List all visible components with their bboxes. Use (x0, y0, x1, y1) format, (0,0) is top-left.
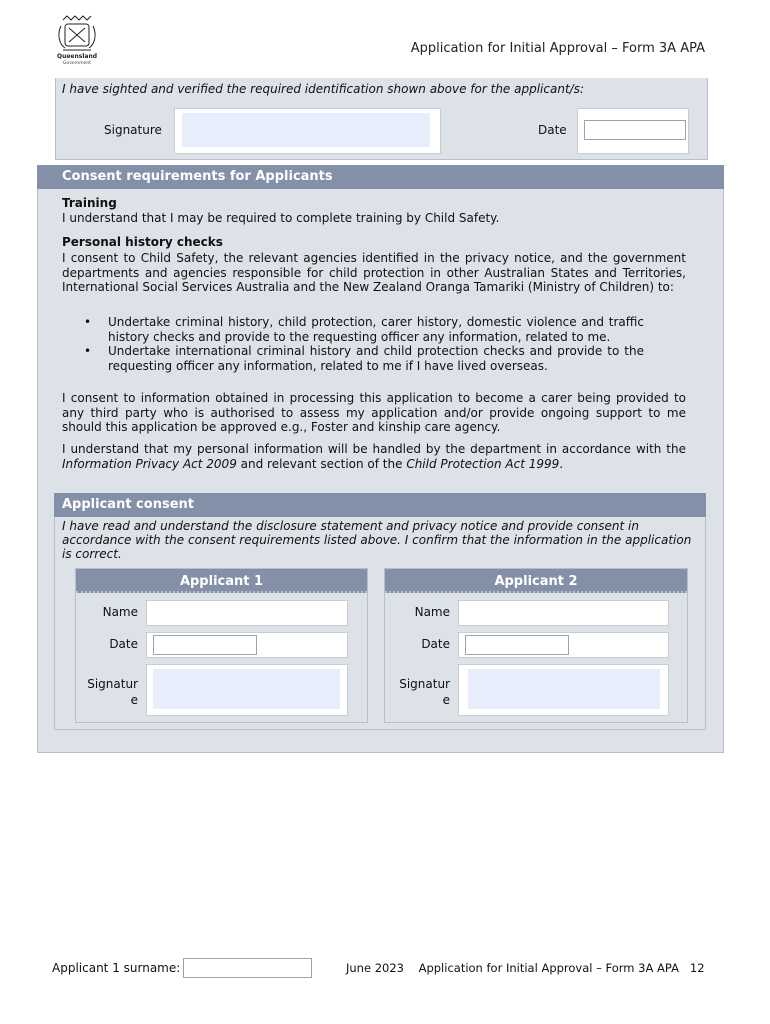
applicant-1-name-field[interactable] (146, 600, 348, 626)
applicant-consent-heading: Applicant consent (54, 493, 706, 517)
applicant-2-name-label: Name (414, 605, 450, 619)
training-heading: Training (62, 196, 117, 210)
bullet-icon: • (84, 315, 92, 329)
footer-form-title: Application for Initial Approval – Form 3A APA (418, 961, 679, 975)
consent-requirements-heading: Consent requirements for Applicants (37, 165, 724, 189)
verification-date-field[interactable] (584, 120, 686, 140)
verification-signature-field[interactable] (182, 113, 430, 147)
applicant-2-title: Applicant 2 (385, 569, 687, 593)
footer-date: June 2023 (346, 961, 404, 975)
page-number: 12 (689, 961, 705, 975)
bullet-icon: • (84, 344, 92, 358)
list-item: • Undertake criminal history, child protection, carer history, domestic violence and traffic history checks and provide to the requesting officer any information, related to me. (84, 315, 644, 344)
applicant-1-signature-label: Signatur e (87, 677, 138, 707)
applicant-2-date-field[interactable] (465, 635, 569, 655)
consent-info-text: I consent to information obtained in processing this application to become a carer being provided to any third party who is authorised to assess my application and/or provide ongoing support to me should this application be approved e.g., Foster and kinship care agency. (62, 391, 686, 434)
queensland-government-logo (55, 14, 99, 66)
applicant-1-date-field[interactable] (153, 635, 257, 655)
personal-history-heading: Personal history checks (62, 235, 223, 249)
personal-history-text: I consent to Child Safety, the relevant agencies identified in the privacy notice, and the government departments and agencies responsible for child protection in other Australian States and Territories, International Social Services Australia and the New Zealand Oranga Tamariki (Ministry of Children) to: (62, 251, 686, 294)
footer-surname-field[interactable] (183, 958, 312, 978)
applicant-2-signature-field[interactable] (468, 669, 660, 709)
footer-info (346, 961, 705, 975)
applicant-consent-statement: I have read and understand the disclosure statement and privacy notice and provide consent in accordance with the consent requirements listed above. I confirm that the information in the application is correct. (62, 519, 692, 561)
applicant-2-date-label: Date (421, 637, 450, 651)
verification-statement: I have sighted and verified the required identification shown above for the applicant/s: (62, 82, 584, 96)
applicant-1-name-label: Name (102, 605, 138, 619)
verification-date-label: Date (538, 123, 567, 137)
applicant-2-name-field[interactable] (458, 600, 669, 626)
applicant-1-signature-field[interactable] (153, 669, 340, 709)
applicant-1-title: Applicant 1 (76, 569, 367, 593)
list-item: • Undertake international criminal history and child protection checks and provide to the requesting officer any information, related to me if I have lived overseas. (84, 344, 644, 373)
privacy-text: I understand that my personal information will be handled by the department in accordance with the Information Privacy Act 2009 and relevant section of the Child Protection Act 1999. (62, 442, 686, 471)
consent-bullet-list (84, 315, 644, 373)
applicant-2-signature-label: Signatur e (399, 677, 450, 707)
svg-text:Queensland: Queensland (56, 53, 98, 60)
verification-signature-label: Signature (104, 123, 162, 137)
footer-surname-label: Applicant 1 surname: (52, 961, 181, 975)
page-header-title: Application for Initial Approval – Form 3A APA (410, 41, 705, 56)
applicant-1-date-label: Date (109, 637, 138, 651)
svg-text:Government: Government (62, 61, 92, 66)
training-text: I understand that I may be required to complete training by Child Safety. (62, 211, 500, 225)
